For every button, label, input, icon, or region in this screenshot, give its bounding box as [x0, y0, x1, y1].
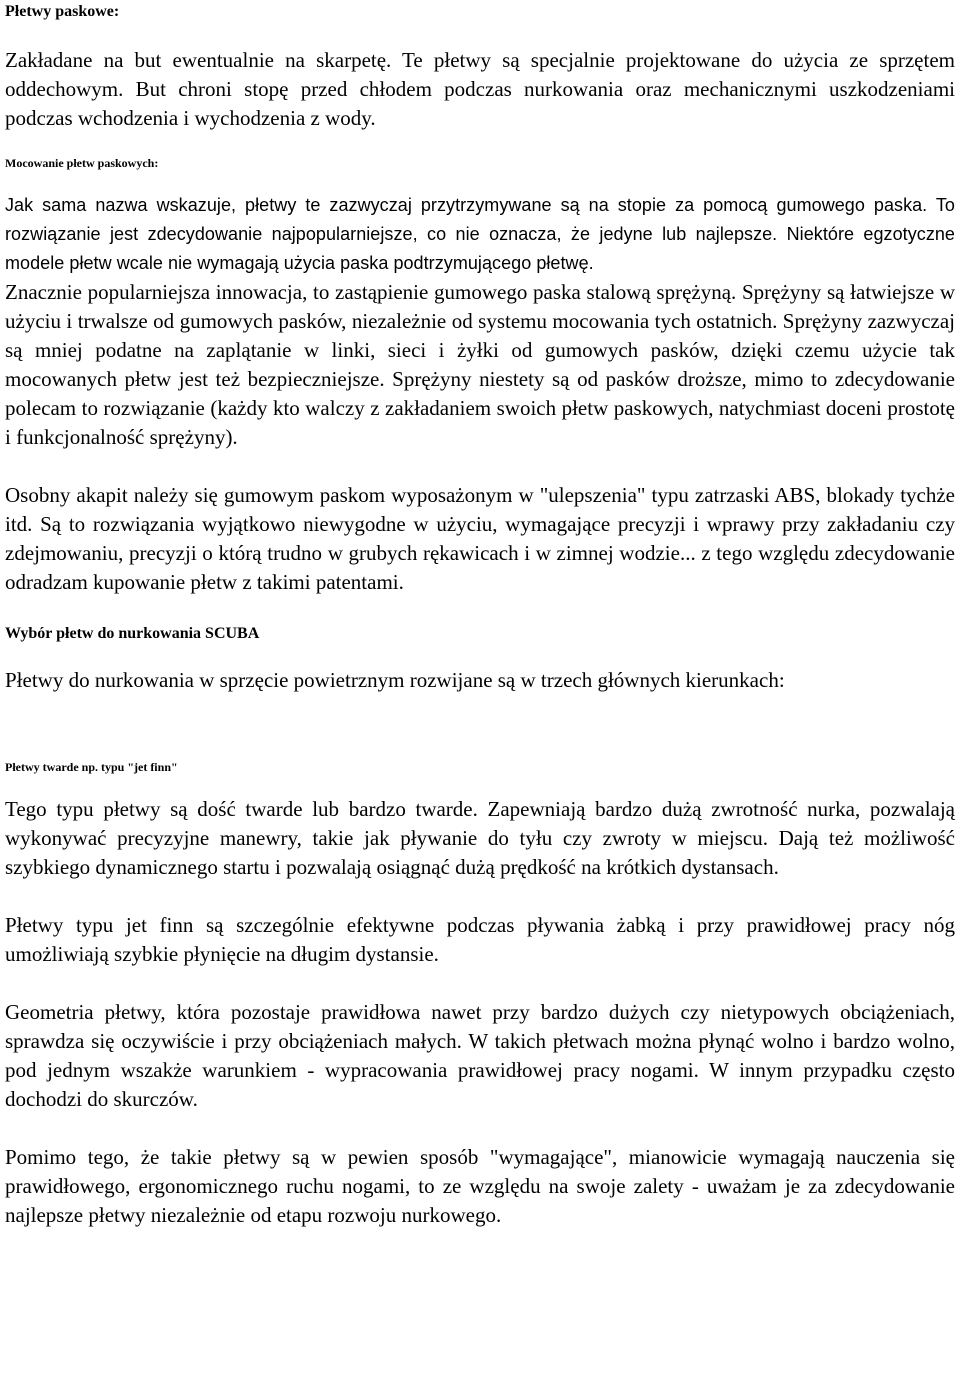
heading-pletwy-paskowe: Płetwy paskowe:: [5, 3, 120, 20]
paragraph-intro: Zakładane na but ewentualnie na skarpetę. Te płetwy są specjalnie projektowane do użycia ze sprzętem oddechowym. But chroni stopę przed chłodem podczas nurkowania oraz mechanicznymi uszkodzeniami podczas wchodzenia i wychodzenia z wody.: [5, 48, 955, 130]
document-page: [5, 0, 955, 1230]
paragraph-mocowanie-sans: Jak sama nazwa wskazuje, płetwy te zazwyczaj przytrzymywane są na stopie za pomocą gumowego paska. To rozwiązanie jest zdecydowanie najpopularniejsze, co nie oznacza, że jedyne lub najlepsze. Niektóre egzotyczne modele płetw wcale nie wymagają użycia paska podtrzymującego płetwę.: [5, 195, 955, 273]
paragraph-twarde-1: Tego typu płetwy są dość twarde lub bardzo twarde. Zapewniają bardzo dużą zwrotność nurka, pozwalają wykonywać precyzyjne manewry, takie jak pływanie do tyłu czy zwroty w miejscu. Dają też możliwość szybkiego dynamicznego startu i pozwalają osiągnąć dużą prędkość na krótkich dystansach.: [5, 797, 955, 879]
paragraph-twarde-2: Płetwy typu jet finn są szczególnie efektywne podczas pływania żabką i przy prawidłowej pracy nóg umożliwiają szybkie płynięcie na długim dystansie.: [5, 913, 955, 966]
paragraph-twarde-4: Pomimo tego, że takie płetwy są w pewien sposób "wymagające", mianowicie wymagają nauczenia się prawidłowego, ergonomicznego ruchu nogami, to ze względu na swoje zalety - uważam je za zdecydowanie najlepsze płetwy niezależnie od etapu rozwoju nurkowego.: [5, 1145, 955, 1227]
heading-wybor: Wybór płetw do nurkowania SCUBA: [5, 625, 260, 642]
paragraph-twarde-3: Geometria płetwy, która pozostaje prawidłowa nawet przy bardzo dużych czy nietypowych obciążeniach, sprawdza się oczywiście i przy obciążeniach małych. W takich płetwach można płynąć wolno i bardzo wolno, pod jednym wszakże warunkiem - wypracowania prawidłowej pracy nogami. W innym przypadku często dochodzi do skurczów.: [5, 1000, 955, 1111]
heading-mocowanie: Mocowanie płetw paskowych:: [5, 156, 159, 170]
paragraph-akapit: Osobny akapit należy się gumowym paskom wyposażonym w "ulepszenia" typu zatrzaski ABS, blokady tychże itd. Są to rozwiązania wyjątkowo niewygodne w użyciu, wymagające precyzji i wprawy przy zakładaniu czy zdejmowaniu, precyzji o którą trudno w grubych rękawicach i w zimnej wodzie... z tego względu zdecydowanie odradzam kupowanie płetw z takimi patentami.: [5, 483, 955, 594]
paragraph-kierunki: Płetwy do nurkowania w sprzęcie powietrznym rozwijane są w trzech głównych kierunkach:: [5, 668, 785, 692]
paragraph-mocowanie-serif: Znacznie popularniejsza innowacja, to zastąpienie gumowego paska stalową sprężyną. Sprężyny są łatwiejsze w użyciu i trwalsze od gumowych pasków, niezależnie od systemu mocowania tych ostatnich. Sprężyny zazwyczaj są mniej podatne na zaplątanie w linki, sieci i żyłki od gumowych pasków, dzięki czemu użycie tak mocowanych płetw jest też bezpieczniejsze. Sprężyny niestety są od pasków droższe, mimo to zdecydowanie polecam to rozwiązanie (każdy kto walczy z zakładaniem swoich płetw paskowych, natychmiast doceni prostotę i funkcjonalność sprężyny).: [5, 280, 955, 449]
heading-twarde: Płetwy twarde np. typu "jet finn": [5, 760, 178, 774]
